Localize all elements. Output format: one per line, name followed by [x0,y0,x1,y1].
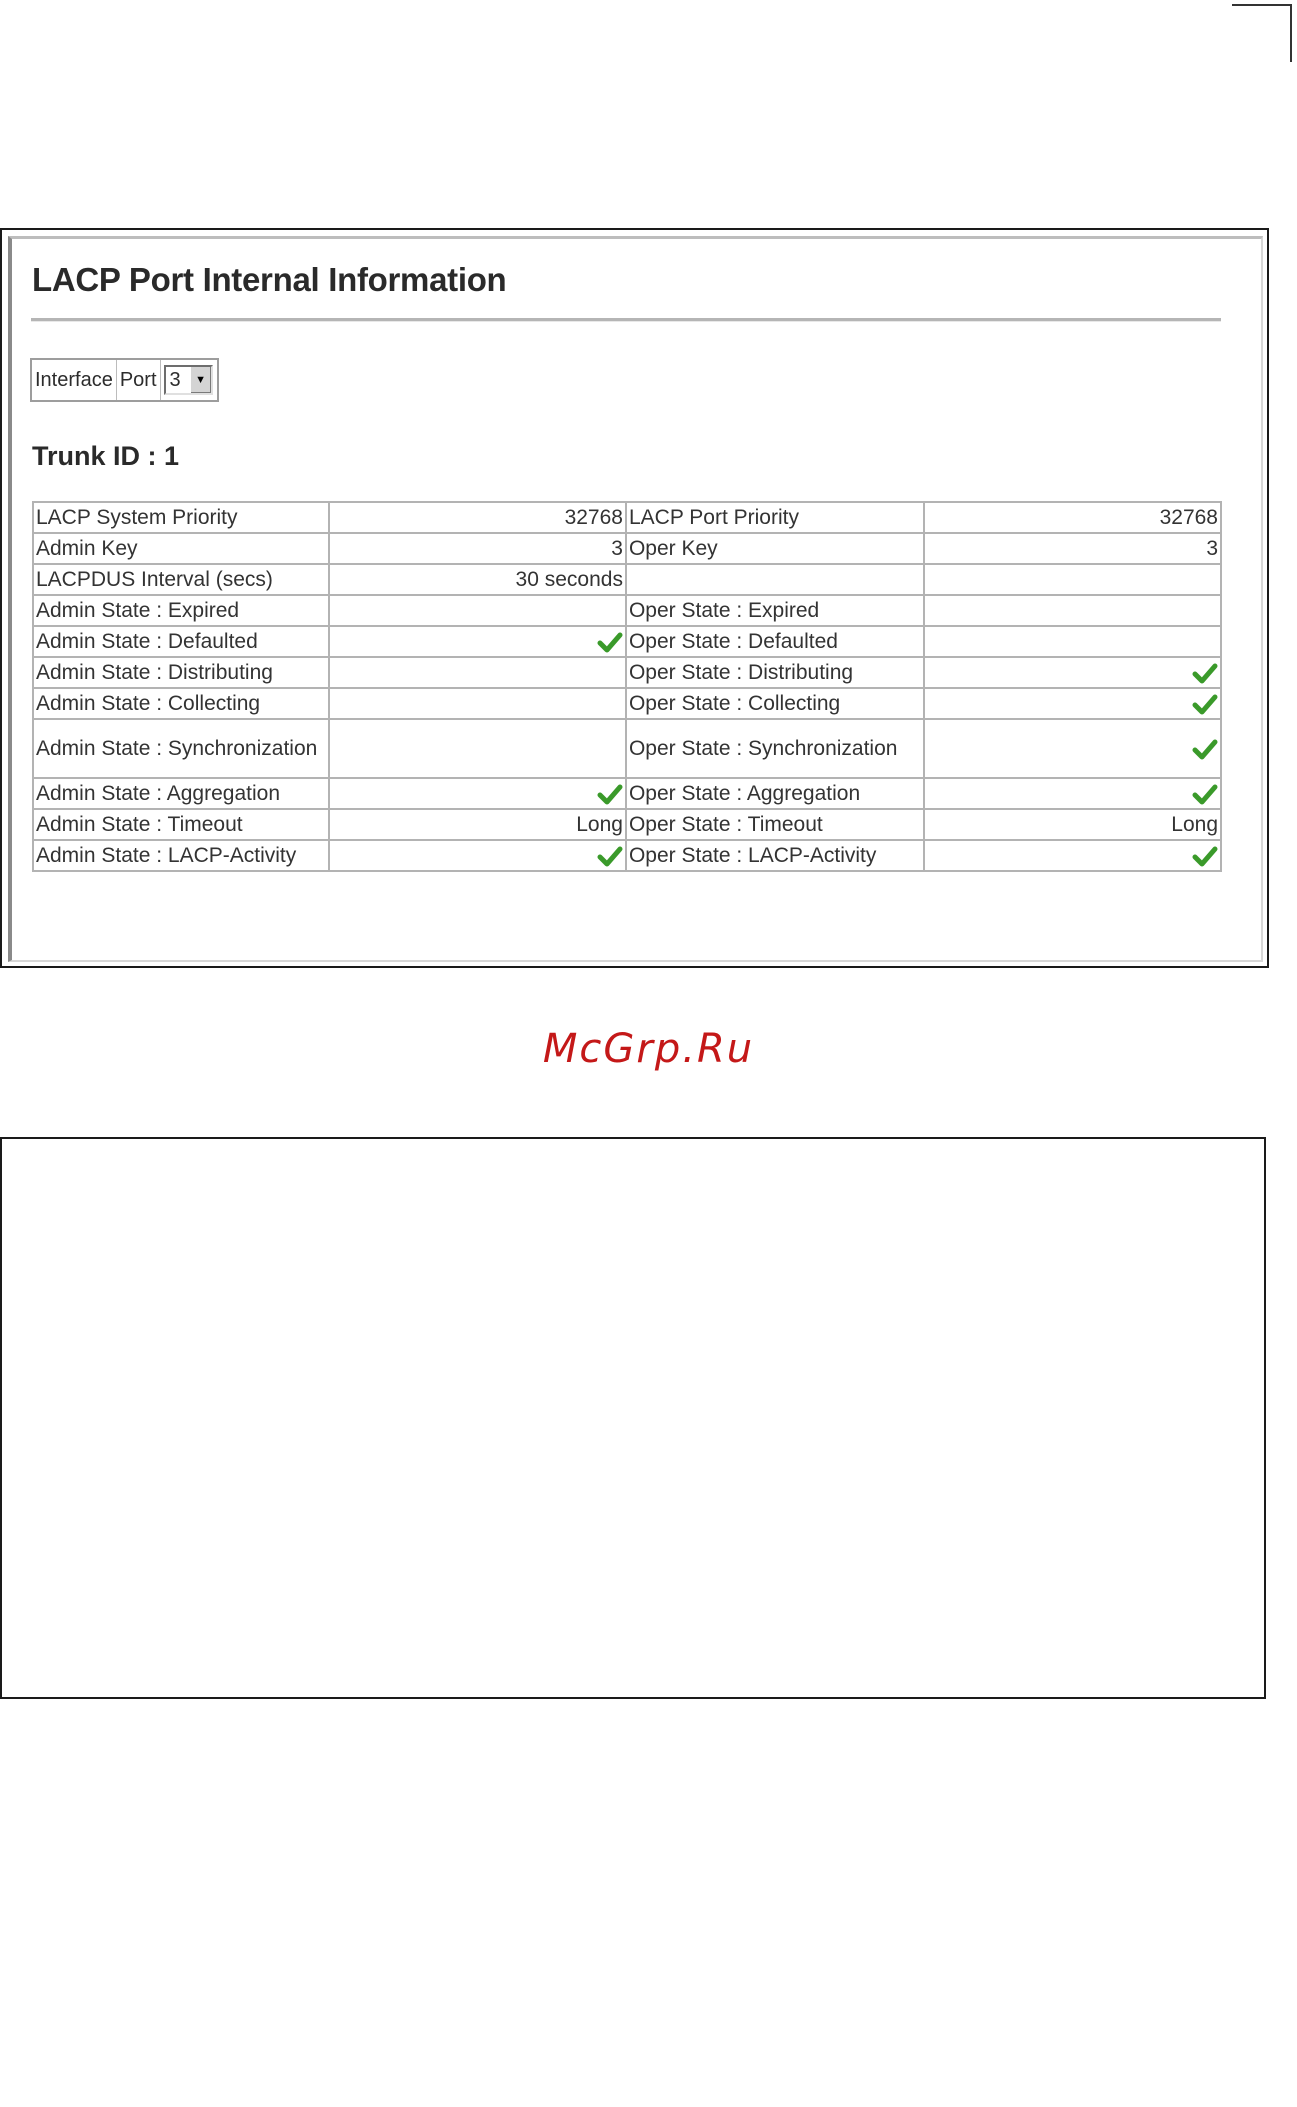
table-row [33,502,1221,533]
admin-label-cell: Admin State : Distributing [33,657,329,688]
oper-label-cell: Oper State : Synchronization [626,719,925,778]
trunk-id: Trunk ID : 1 [32,441,180,471]
checkmark-icon [1192,845,1218,867]
oper-value-cell [924,719,1221,778]
oper-label-cell: Oper State : Collecting [626,688,925,719]
oper-value-cell: 3 [924,533,1221,564]
admin-label-cell: Admin State : LACP-Activity [33,840,329,871]
checkmark-icon [597,845,623,867]
port-select-cell [161,360,217,400]
admin-value-cell: 3 [329,533,625,564]
table-row [33,809,1221,840]
oper-value-cell [924,626,1221,657]
admin-value-cell: 30 seconds [329,564,625,595]
checkmark-icon [1192,662,1218,684]
admin-label-cell: Admin State : Expired [33,595,329,626]
checkmark-icon [1192,783,1218,805]
admin-value-cell [329,778,625,809]
title-divider [31,318,1221,322]
screenshot-frame [0,228,1269,968]
oper-label-cell: Oper State : Defaulted [626,626,925,657]
port-label: Port [117,360,161,400]
table-row [33,533,1221,564]
oper-label-cell: Oper State : Expired [626,595,925,626]
oper-value-cell [924,688,1221,719]
lacp-info-table [32,501,1222,872]
oper-label-cell: Oper Key [626,533,925,564]
web-page-panel [8,236,1263,962]
interface-label: Interface [32,360,117,400]
oper-label-cell: Oper State : Distributing [626,657,925,688]
table-row [33,778,1221,809]
empty-frame [0,1137,1266,1699]
table-row [33,657,1221,688]
admin-value-cell [329,719,625,778]
checkmark-icon [597,631,623,653]
admin-label-cell: Admin State : Synchronization [33,719,329,778]
checkmark-icon [1192,693,1218,715]
page-title: LACP Port Internal Information [32,261,507,298]
admin-value-cell: Long [329,809,625,840]
oper-label-cell: Oper State : Timeout [626,809,925,840]
oper-label-cell [626,564,925,595]
table-row [33,595,1221,626]
admin-value-cell [329,688,625,719]
crop-mark [1232,4,1292,62]
table-row [33,719,1221,778]
admin-label-cell: Admin State : Aggregation [33,778,329,809]
port-select[interactable] [164,365,213,395]
table-row [33,626,1221,657]
admin-label-cell: Admin Key [33,533,329,564]
admin-value-cell [329,595,625,626]
table-row [33,688,1221,719]
admin-label-cell: LACPDUS Interval (secs) [33,564,329,595]
admin-value-cell: 32768 [329,502,625,533]
oper-value-cell: Long [924,809,1221,840]
oper-value-cell [924,657,1221,688]
oper-value-cell: 32768 [924,502,1221,533]
admin-value-cell [329,626,625,657]
admin-label-cell: Admin State : Timeout [33,809,329,840]
chevron-down-icon[interactable]: ▼ [190,367,211,393]
admin-label-cell: Admin State : Defaulted [33,626,329,657]
admin-label-cell: Admin State : Collecting [33,688,329,719]
admin-value-cell [329,840,625,871]
admin-label-cell: LACP System Priority [33,502,329,533]
oper-value-cell [924,564,1221,595]
port-select-value: 3 [169,369,181,391]
table-row [33,840,1221,871]
oper-label-cell: Oper State : Aggregation [626,778,925,809]
oper-value-cell [924,840,1221,871]
watermark: McGrp.Ru [542,1026,755,1072]
admin-value-cell [329,657,625,688]
oper-label-cell: LACP Port Priority [626,502,925,533]
oper-value-cell [924,595,1221,626]
checkmark-icon [1192,738,1218,760]
interface-selector [30,358,219,402]
oper-label-cell: Oper State : LACP-Activity [626,840,925,871]
table-row [33,564,1221,595]
oper-value-cell [924,778,1221,809]
checkmark-icon [597,783,623,805]
